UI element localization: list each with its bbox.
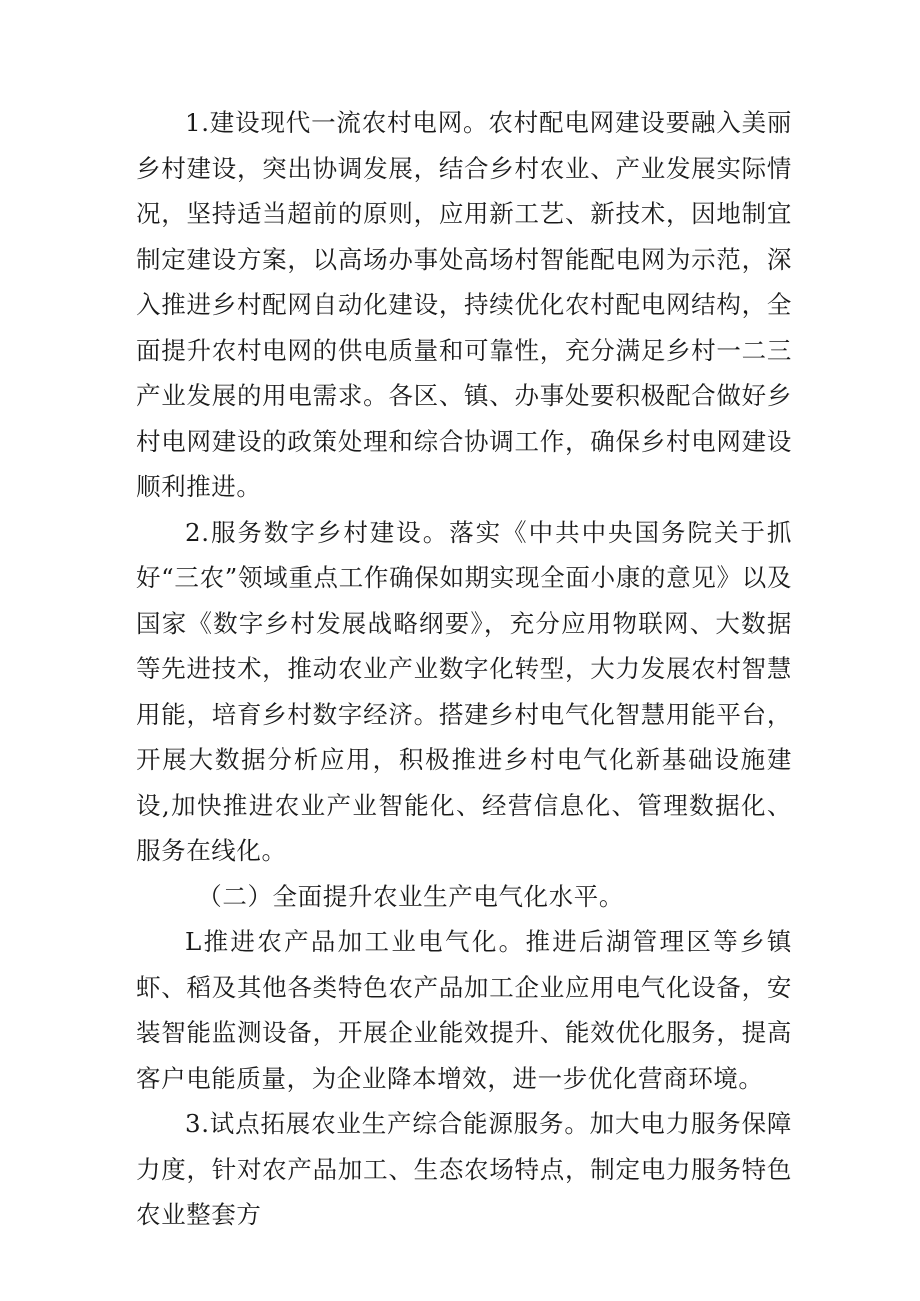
- document-body: [136, 100, 792, 1238]
- paragraph-agri-processing: L推进农产品加工业电气化。推进后湖管理区等乡镇虾、稻及其他各类特色农产品加工企业应用电气化设备，安装智能监测设备，开展企业能效提升、能效优化服务，提高客户电能质量，为企业降本增效，进一步优化营商环境。: [136, 927, 792, 1093]
- paragraph-rural-grid: 1.建设现代一流农村电网。农村配电网建设要融入美丽乡村建设，突出协调发展，结合乡村农业、产业发展实际情况，坚持适当超前的原则，应用新工艺、新技术，因地制宜制定建设方案，以高场办事处高场村智能配电网为示范，深入推进乡村配网自动化建设，持续优化农村配电网结构，全面提升农村电网的供电质量和可靠性，充分满足乡村一二三产业发展的用电需求。各区、镇、办事处要积极配合做好乡村电网建设的政策处理和综合协调工作，确保乡村电网建设顺利推进。: [136, 108, 792, 501]
- section-heading: （二）全面提升农业生产电气化水平。: [197, 881, 624, 911]
- paragraph-energy-service: 3.试点拓展农业生产综合能源服务。加大电力服务保障力度，针对农产品加工、生态农场特点，制定电力服务特色农业整套方: [136, 1109, 792, 1229]
- paragraph-digital-village: 2.服务数字乡村建设。落实《中共中央国务院关于抓好“三农”领域重点工作确保如期实现全面小康的意见》以及国家《数字乡村发展战略纲要》，充分应用物联网、大数据等先进技术，推动农业产业数字化转型，大力发展农村智慧用能，培育乡村数字经济。搭建乡村电气化智慧用能平台，开展大数据分析应用，积极推进乡村电气化新基础设施建设,加快推进农业产业智能化、经营信息化、管理数据化、服务在线化。: [136, 517, 792, 865]
